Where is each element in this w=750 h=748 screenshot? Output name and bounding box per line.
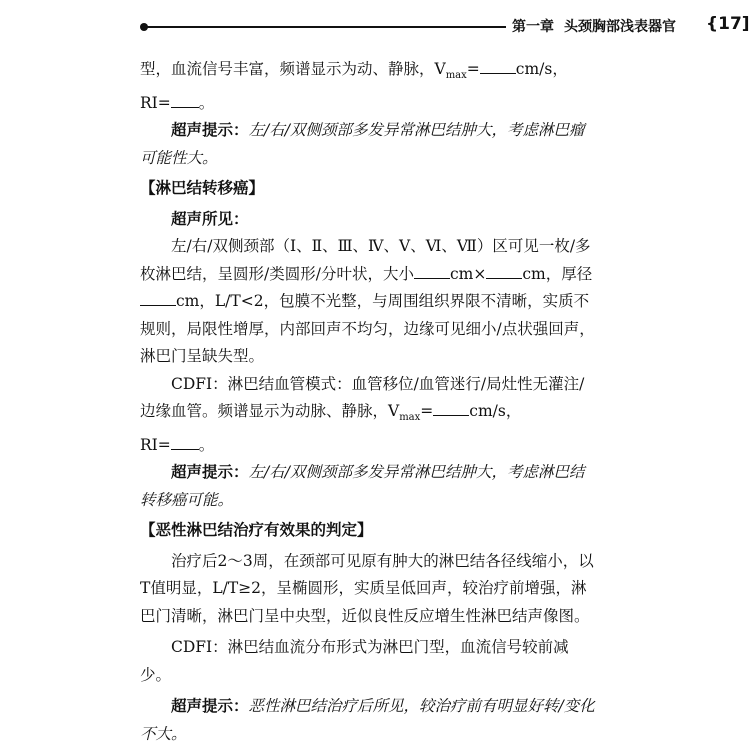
text: 型，血流信号丰富，频谱显示为动、静脉，V — [140, 60, 446, 78]
text: cm/s， — [515, 60, 568, 78]
paragraph-treatment-findings: 治疗后2～3周，在颈部可见原有肿大的淋巴结各径线缩小，以T值明显，L/T≥2，呈椭圆形，实质呈低回声，较治疗前增强，淋巴门清晰，淋巴门呈中央型，近似良性反应增生性淋巴结声像图。 — [140, 551, 594, 625]
page-body — [140, 56, 595, 748]
tip-treatment — [140, 693, 595, 748]
running-header — [140, 14, 750, 44]
subscript: max — [445, 70, 467, 82]
tip-lymphoma — [140, 117, 595, 172]
fill-blank[interactable] — [480, 59, 516, 74]
chapter-label: 第一章 — [512, 19, 554, 35]
chapter-name: 头颈胸部浅表器官 — [564, 19, 676, 35]
text: RI= — [140, 93, 171, 112]
text: cm/s， — [469, 402, 522, 421]
chapter-title — [512, 16, 676, 36]
text: 左/右/双侧颈部（Ⅰ、Ⅱ、Ⅲ、Ⅳ、Ⅴ、Ⅵ、Ⅶ）区可见一枚/多枚淋巴结，呈圆形/类圆形/分叶状，大小 — [140, 237, 591, 283]
text: = — [466, 60, 480, 78]
text: cm，厚径 — [522, 264, 593, 283]
text: RI= — [140, 435, 171, 454]
text: CDFI：淋巴结血管模式：血管移位/血管迷行/局灶性无灌注/边缘血管。频谱显示为动脉、静脉，V — [140, 374, 585, 421]
subhead-findings: 超声所见： — [171, 209, 249, 228]
tip-label: 超声提示： — [171, 121, 249, 140]
header-rule — [146, 26, 506, 28]
paragraph-metastasis-findings — [140, 233, 595, 371]
fill-blank[interactable] — [171, 435, 199, 450]
section-title-metastasis: 【淋巴结转移癌】 — [140, 179, 265, 198]
fill-blank[interactable] — [171, 93, 199, 108]
fill-blank[interactable] — [414, 264, 450, 279]
fill-blank[interactable] — [140, 291, 176, 306]
tip-text: 左/右/双侧颈部多发异常淋巴结肿大，考虑淋巴瘤可能性大。 — [140, 121, 585, 167]
text: cm，L/T<2，包膜不光整，与周围组织界限不清晰，实质不规则，局限性增厚，内部回声不均匀，边缘可见细小/点状强回声，淋巴门呈缺失型。 — [140, 292, 595, 366]
paragraph-metastasis-cdfi — [140, 371, 595, 460]
text: = — [420, 402, 434, 421]
paragraph-treatment-cdfi: CDFI：淋巴结血流分布形式为淋巴门型，血流信号较前减少。 — [140, 638, 569, 684]
text: 。 — [198, 93, 215, 112]
page-number: {17] — [706, 14, 750, 34]
fill-blank[interactable] — [486, 264, 522, 279]
tip-label: 超声提示： — [171, 697, 249, 716]
paragraph-flow-signal — [140, 56, 595, 117]
section-title-treatment: 【恶性淋巴结治疗有效果的判定】 — [140, 521, 373, 540]
tip-text: 左/右/双侧颈部多发异常淋巴结肿大，考虑淋巴结转移癌可能。 — [140, 463, 585, 509]
tip-metastasis — [140, 459, 595, 514]
fill-blank[interactable] — [433, 401, 469, 416]
subscript: max — [399, 412, 421, 424]
tip-label: 超声提示： — [171, 463, 249, 482]
text: 。 — [198, 435, 215, 454]
page-number-value: 17 — [718, 14, 742, 34]
text: cm× — [449, 264, 487, 283]
tip-text: 恶性淋巴结治疗后所见，较治疗前有明显好转/变化不大。 — [140, 697, 595, 743]
